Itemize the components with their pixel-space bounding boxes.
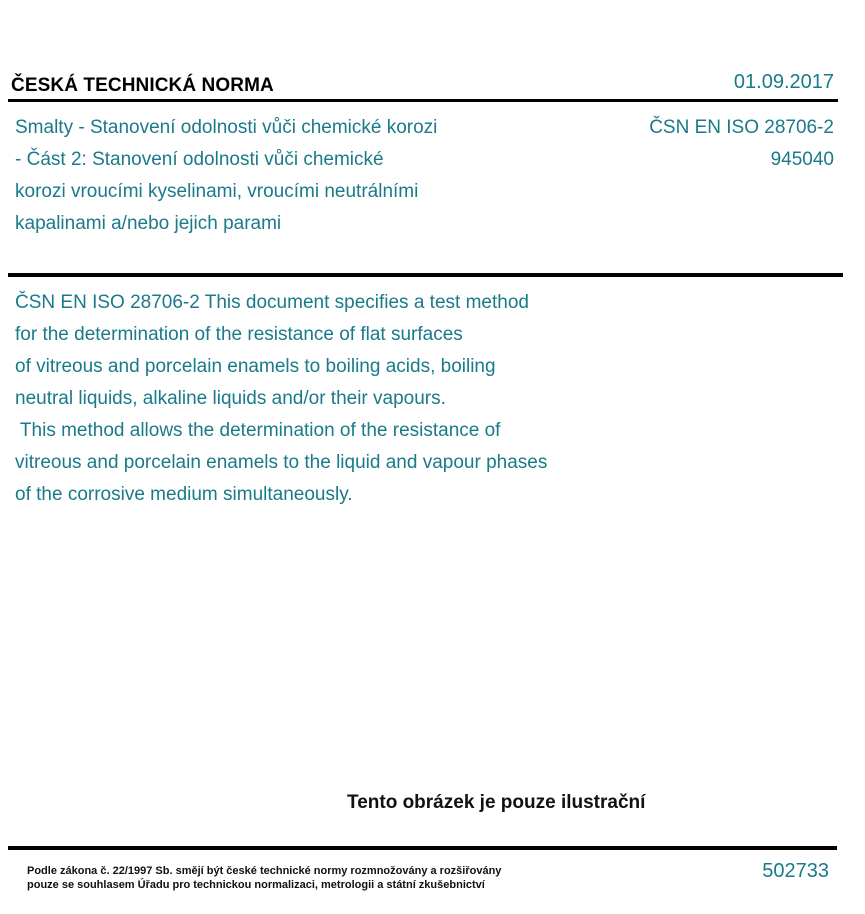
publication-date: 01.09.2017 (733, 71, 834, 93)
abstract-line: ČSN EN ISO 28706-2 This document specifies a test method (15, 292, 529, 313)
standard-designation: ČSN EN ISO 28706-2 (649, 117, 834, 138)
document-type-heading: ČESKÁ TECHNICKÁ NORMA (11, 75, 274, 96)
abstract-line: vitreous and porcelain enamels to the liquid and vapour phases (15, 452, 548, 473)
standard-title-line-3: korozi vroucími kyselinami, vroucími neutrálními (15, 181, 419, 202)
abstract-line: neutral liquids, alkaline liquids and/or their vapours. (15, 388, 446, 409)
classification-code: 945040 (770, 149, 834, 170)
standard-title-line-2: - Část 2: Stanovení odolnosti vůči chemické (15, 149, 384, 170)
catalog-number: 502733 (762, 860, 829, 882)
abstract-line: This method allows the determination of the resistance of (15, 420, 501, 441)
illustrative-notice: Tento obrázek je pouze ilustrační (347, 792, 646, 813)
standard-title-line-1: Smalty - Stanovení odolnosti vůči chemické korozi (15, 117, 438, 138)
legal-notice-line-1: Podle zákona č. 22/1997 Sb. smějí být české technické normy rozmnožovány a rozšiřovány (27, 865, 502, 877)
title-divider (8, 273, 843, 277)
standard-title-line-4: kapalinami a/nebo jejich parami (15, 213, 282, 234)
legal-notice-line-2: pouze se souhlasem Úřadu pro technickou normalizaci, metrologii a státní zkušebnictví (27, 879, 485, 891)
footer-divider (8, 846, 837, 850)
header-divider (8, 99, 838, 102)
abstract-line: of the corrosive medium simultaneously. (15, 484, 353, 505)
abstract-line: of vitreous and porcelain enamels to boiling acids, boiling (15, 356, 496, 377)
abstract-line: for the determination of the resistance of flat surfaces (15, 324, 463, 345)
